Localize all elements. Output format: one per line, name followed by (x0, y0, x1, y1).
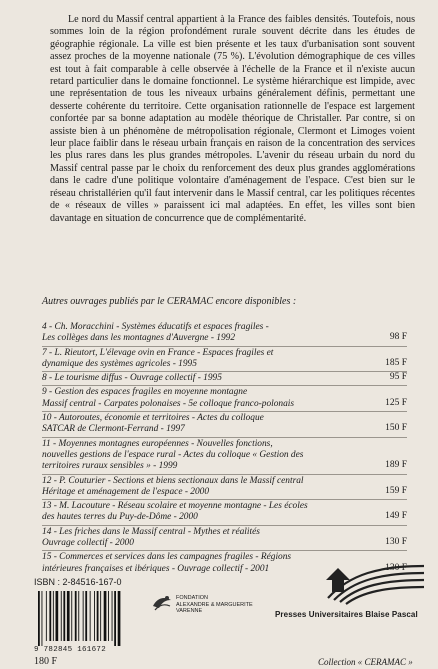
catalog-entry-line: 14 - Les friches dans le Massif central - Mythes et réalités (42, 526, 260, 537)
catalog-entry-line: 11 - Moyennes montagnes européennes - Nouvelles fonctions, (42, 438, 273, 449)
isbn-text: ISBN : 2-84516-167-0 (34, 577, 122, 587)
catalog-entry (42, 439, 407, 475)
catalog-entry-line: Les collèges dans les montagnes d'Auvergne - 1992 (42, 333, 236, 344)
catalog-entry-line: SATCAR de Clermont-Ferrand - 1997 (42, 424, 185, 435)
catalog-entry-price: 98 F (389, 332, 407, 343)
catalog-entry-line: 7 - L. Rieutort, L'élevage ovin en France - Espaces fragiles et (42, 347, 274, 358)
publisher-name: Presses Universitaires Blaise Pascal (275, 610, 418, 619)
catalog-entry (42, 348, 407, 373)
collection-name: Collection « CERAMAC » (318, 657, 413, 667)
barcode-icon (34, 591, 134, 648)
other-works-title: Autres ouvrages publiés par le CERAMAC encore disponibles : (42, 296, 297, 307)
fondation-text (176, 595, 253, 615)
back-cover-abstract (50, 14, 415, 225)
fondation-line-1: FONDATION (176, 595, 208, 601)
fondation-varenne-logo-icon (150, 592, 174, 616)
catalog-entry-price: 125 F (385, 397, 407, 408)
catalog-entry-line: 9 - Gestion des espaces fragiles en moyenne montagne (42, 387, 248, 398)
catalog-entry-price: 95 F (389, 372, 407, 383)
catalog-entry-line: territoires ruraux sensibles » - 1999 (42, 461, 178, 472)
catalog-entry-line: Ouvrage collectif - 2000 (42, 538, 134, 549)
fondation-line-3: VARENNE (176, 608, 203, 614)
catalog-entry-line: 13 - M. Lacouture - Réseau scolaire et moyenne montagne - Les écoles (42, 501, 308, 512)
catalog-entry (42, 527, 407, 552)
catalog-entry-line: des hautes terres du Puy-de-Dôme - 2000 (42, 512, 198, 523)
catalog-entry-line: 8 - Le tourisme diffus - Ouvrage collectif - 1995 (42, 373, 222, 384)
catalog-entry (42, 373, 407, 386)
catalog-entry-price: 130 F (385, 562, 407, 573)
publisher-logo-icon (320, 560, 430, 605)
catalog-entry-line: nouvelles gestions de l'espace rural - Actes du colloque « Gestion des (42, 449, 304, 460)
catalog-entry (42, 476, 407, 501)
catalog-entry-line: 4 - Ch. Moracchini - Systèmes éducatifs et espaces fragiles - (42, 322, 269, 332)
catalog-entry-line: intérieures françaises et ibériques - Ouvrage collectif - 2001 (42, 563, 270, 574)
cover-price: 180 F (34, 656, 58, 667)
fondation-line-2: ALEXANDRE & MARGUERITE (176, 601, 253, 608)
catalog-entry (42, 322, 407, 347)
catalog-entry-price: 159 F (385, 485, 407, 496)
catalog-entry (42, 387, 407, 412)
catalog-entry-line: 12 - P. Couturier - Sections et biens sectionaux dans le Massif central (42, 475, 304, 486)
catalog-entry-price: 149 F (385, 511, 407, 522)
catalog-entry-line: dynamique des systèmes agricoles - 1995 (42, 358, 197, 369)
catalog-entry-line: 10 - Autoroutes, économie et territoires - Actes du colloque (42, 413, 264, 424)
catalog-entry (42, 413, 407, 438)
catalog-entry-price: 130 F (385, 537, 407, 548)
barcode-number: 9 782845 161672 (34, 646, 107, 654)
catalog-list (42, 322, 407, 577)
abstract-paragraph: Le nord du Massif central appartient à la France des faibles densités. Toutefois, nous sommes loin de la région profondément rurale souvent décrite dans les études de géographie régionale. La ville est bien présente et les taux d'urbanisation sont souvent assez proches de la moyenne nationale (75 %). L'évolution démographique de ces villes est tout à fait comparable à celle observée à l'échelle de la France et il n'existe aucun retard particulier dans le domaine fonctionnel. Le système hiérarchique est limpide, avec une représentation de tous les niveaux urbains généralement définis, permettant une desserte cohérente du territoire. Cette organisation rationnelle de l'espace est largement confortée par sa bonne adaptation au modèle théorique de Christaller. Par contre, si on assiste bien à un phénomène de métropolisation régionale, Clermont et Limoges voient leur place faiblir dans le réseau urbain français en raison de la concentration des services les plus rares dans les plus grandes métropoles. L'avenir du réseau urbain du nord du Massif central passe par le choix du renforcement des deux plus grandes agglomérations dans le cadre d'une politique volontaire d'aménagement de l'espace. C'est bien sur le réseau christallérien qu'il faut intervenir dans le Massif central, car les politiques récentes de « réseaux de villes » paraissent ici mal adaptées. En effet, les villes sont bien davantage en situation de concurrence que de complémentarité. (50, 14, 415, 224)
catalog-entry-line: Massif central - Carpates polonaises - 5e colloque franco-polonais (42, 398, 295, 409)
catalog-entry-price: 185 F (385, 357, 407, 368)
catalog-entry-line: 15 - Commerces et services dans les campagnes fragiles - Régions (42, 552, 292, 563)
catalog-entry (42, 501, 407, 526)
catalog-entry-price: 150 F (385, 423, 407, 434)
catalog-entry-price: 189 F (385, 460, 407, 471)
catalog-entry-line: Héritage et aménagement de l'espace - 2000 (42, 486, 210, 497)
